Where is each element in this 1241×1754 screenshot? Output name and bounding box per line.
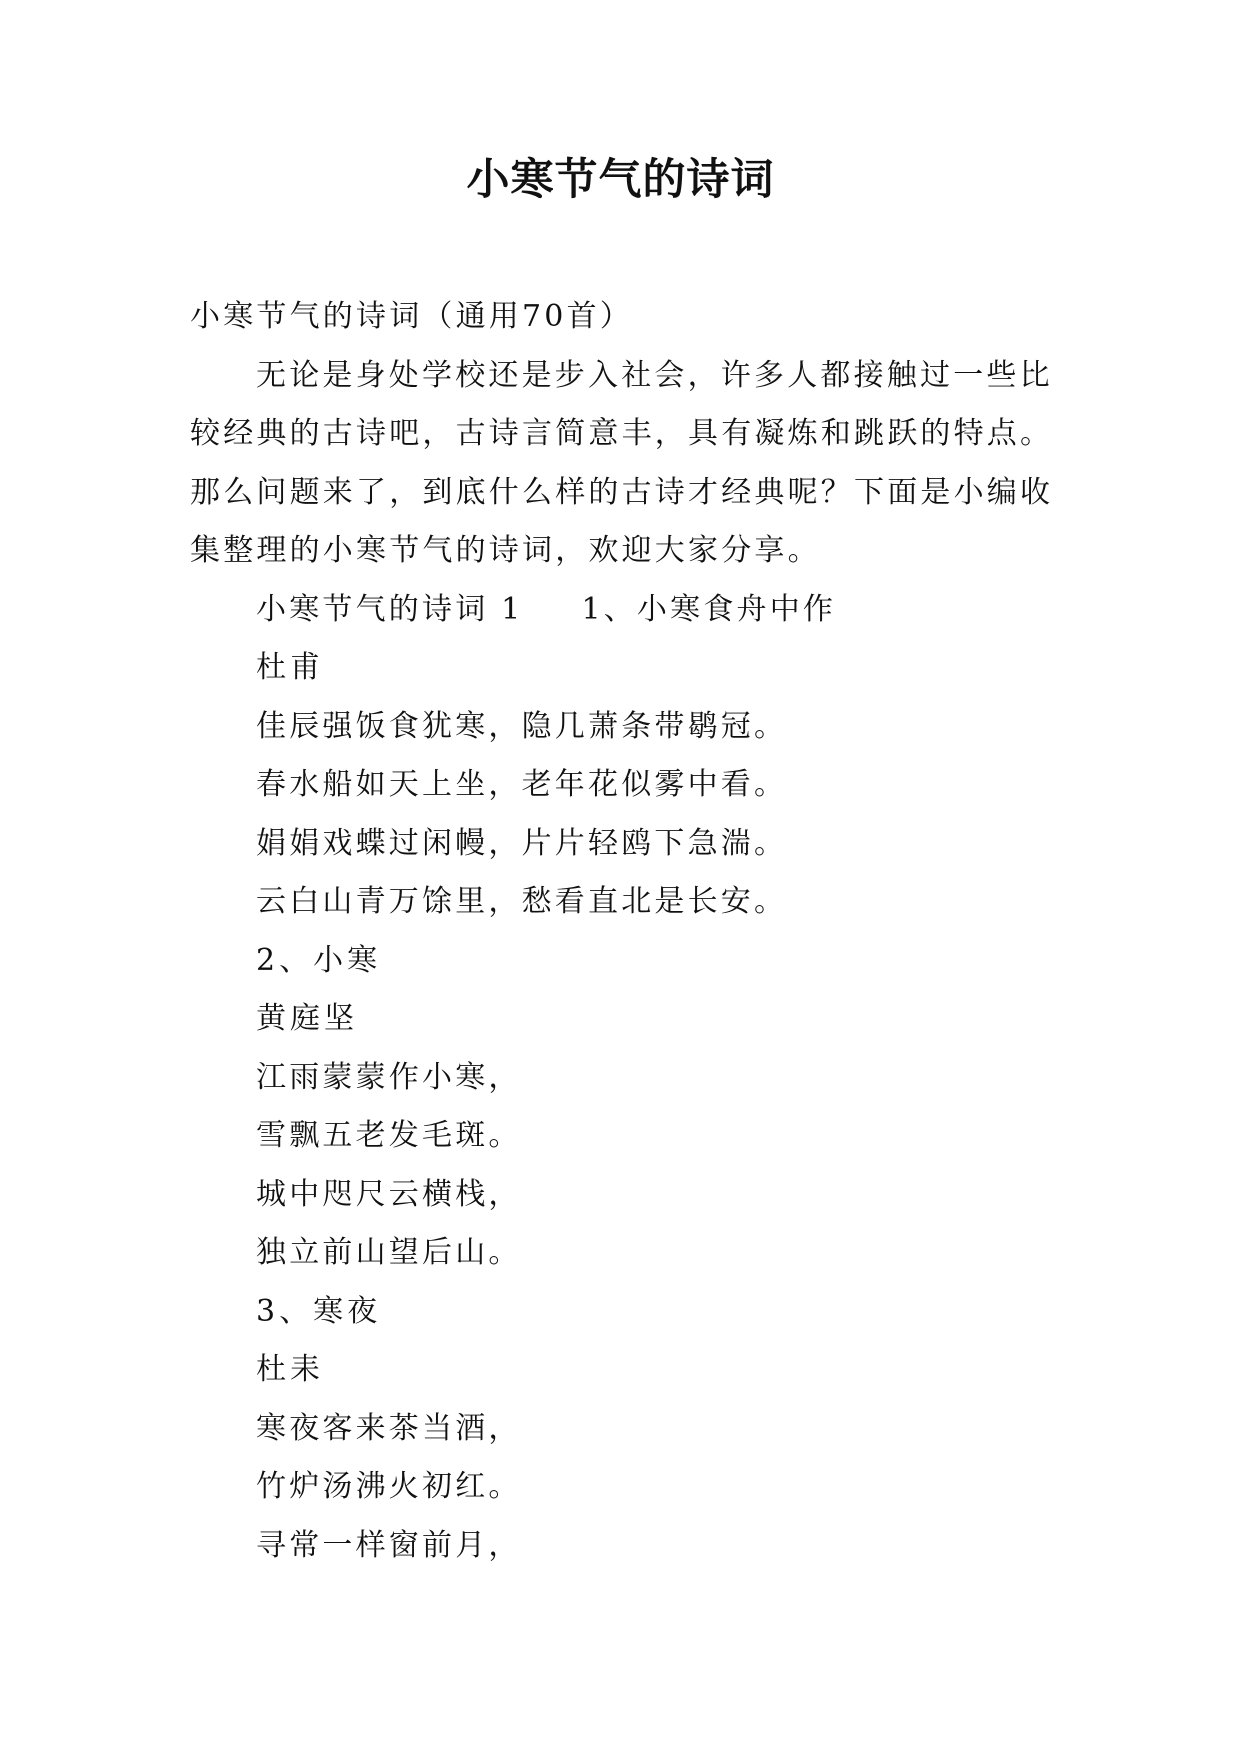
poem-line: 春水船如天上坐，老年花似雾中看。 bbox=[256, 767, 788, 802]
intro-paragraph-line: 那么问题来了，到底什么样的古诗才经典呢？下面是小编收 bbox=[190, 474, 1054, 510]
poem-title: 2、小寒 bbox=[256, 942, 382, 978]
intro-paragraph-line: 无论是身处学校还是步入社会，许多人都接触过一些比 bbox=[256, 357, 1053, 393]
poem-author: 黄庭坚 bbox=[256, 1001, 358, 1036]
section-heading: 小寒节气的诗词 1 bbox=[256, 591, 524, 627]
poem-author: 杜耒 bbox=[256, 1352, 324, 1387]
document-title: 小寒节气的诗词 bbox=[466, 155, 775, 205]
poem-line: 城中咫尺云横栈， bbox=[256, 1176, 522, 1212]
poem-line: 佳辰强饭食犹寒，隐几萧条带鹖冠。 bbox=[256, 708, 788, 744]
poem-line: 娟娟戏蝶过闲幔，片片轻鸥下急湍。 bbox=[256, 825, 788, 861]
poem-line: 竹炉汤沸火初红。 bbox=[256, 1469, 522, 1504]
section-heading-row bbox=[190, 581, 1090, 640]
poem-line: 雪飘五老发毛斑。 bbox=[256, 1118, 522, 1153]
poem-line: 云白山青万馀里，愁看直北是长安。 bbox=[256, 884, 788, 919]
intro-paragraph-line: 较经典的古诗吧，古诗言简意丰，具有凝炼和跳跃的特点。 bbox=[190, 416, 1054, 451]
poem-title: 3、寒夜 bbox=[256, 1293, 382, 1329]
poem-line: 江雨蒙蒙作小寒， bbox=[256, 1059, 522, 1095]
document-body bbox=[190, 288, 1090, 1575]
document-subtitle: 小寒节气的诗词（通用70首） bbox=[190, 299, 633, 334]
intro-paragraph-line: 集整理的小寒节气的诗词，欢迎大家分享。 bbox=[190, 533, 821, 568]
poem-line: 寻常一样窗前月， bbox=[256, 1527, 522, 1563]
poem-author: 杜甫 bbox=[256, 650, 324, 685]
poem-line: 寒夜客来茶当酒， bbox=[256, 1410, 522, 1446]
poem-line: 独立前山望后山。 bbox=[256, 1235, 522, 1270]
poem-title: 1、小寒食舟中作 bbox=[581, 591, 837, 627]
